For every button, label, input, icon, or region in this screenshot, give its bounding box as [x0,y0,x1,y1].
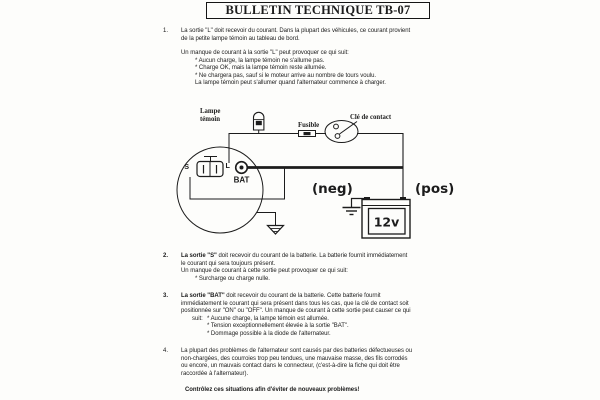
battery-voltage-label: 12v [373,214,400,230]
item-3-line-4-lead: suit: [192,315,203,322]
item-2-line-3: Un manque de courant à cette sortie peut provoquer ce qui suit: [181,268,348,275]
item-1-bullet-3: * Ne chargera pas, sauf si le moteur arrive au nombre de tours voulu. [195,72,376,79]
wire-lamp-to-l [229,134,298,164]
item-1-line-4: La lampe témoin peut s'allumer quand l'alternateur commence à charger. [195,80,386,87]
lamp-label-line1: Lampe [200,108,221,115]
pos-label: (pos) [415,181,454,197]
item-1-line-3: Un manque de courant à la sortie "L" peut provoquer ce qui suit: [181,50,349,56]
item-2-bullet-1: * Surcharge ou charge nulle. [195,275,270,282]
item-2-bold-lead: La sortie "S" [181,253,217,259]
page-title: BULLETIN TECHNIQUE TB-07 [225,3,411,17]
warning-lamp-filament [256,121,262,125]
item-2-line-2: le courant qui sera toujours présent. [181,260,276,267]
item-2-line-1 [181,253,407,261]
item-4-line-2: non-chargées, des courroies trop peu tendues, une mauvaise masse, des fils corrodés [181,355,408,362]
terminal-s-label: S [184,162,189,171]
battery-neg-post [364,197,370,200]
item-4-line-1: La plupart des problèmes de l'alternateur sont causés par des batteries défectueuses ou [181,348,413,354]
item-4-line-3: ou encore, un mauvais contact dans le connecteur, (c'est-à-dire la fiche qui doit être [181,363,400,370]
battery-pos-post [400,197,406,200]
item-3-line-2: immédiatement le courant qui sera présent dans tous les cas, que la clé de contact soit [181,300,409,307]
item-3-bold-lead: La sortie "BAT" [181,293,225,299]
ignition-label: Clé de contact [350,114,392,121]
item-1-bullet-1: * Aucun charge, la lampe témoin ne s'allume pas. [195,57,325,64]
item-1-line-2: de la petite lampe témoin au tableau de bord. [181,35,300,42]
wiring-diagram [158,98,454,250]
closing-statement: Contrôlez ces situations afin d'éviter de nouveaux problèmes! [185,387,360,393]
title-box [206,2,430,19]
lamp-label-line2: témoin [200,116,221,123]
alternator-ground-icon [268,226,284,235]
ignition-contact-1 [334,124,339,129]
ignition-contact-2 [335,134,340,139]
item-3-bullet-1: * Aucune charge, la lampe témoin est allumée. [207,315,329,322]
terminal-l-label: L [225,161,230,170]
item-1-bullet-2: * Charge OK, mais la lampe témoin reste allumée. [195,65,327,72]
bat-terminal-dot [240,166,244,170]
neg-label: (neg) [312,181,353,197]
item-3-line-3: positionnée sur "ON" ou "OFF". Un manque de courant à cette sortie peut causer ce qui [181,308,411,315]
item-3-number: 3. [163,293,169,299]
item-1-line-1: La sortie "L" doit recevoir du courant. Dans la plupart des véhicules, ce courant provient [181,28,411,34]
fuse-element [304,132,311,135]
item-4-number: 4. [163,348,169,354]
item-1-number: 1. [163,28,169,34]
item-3-line-1-rest: doit recevoir du courant de la batterie. Cette batterie fournit [224,293,381,299]
fuse-label: Fusible [298,122,320,129]
item-3-bullet-3: * Dommage possible à la diode de l'alternateur. [207,331,331,337]
item-4-line-4: raccordée à l'alternateur). [181,370,249,377]
item-3-line-1 [181,293,381,301]
item-2-number: 2. [163,253,169,259]
alternator-ground-wire [257,213,276,226]
connector-tab [204,157,217,162]
bat-terminal-label: BAT [233,175,250,185]
item-3-bullet-2: * Tension exceptionnellement élevée à la sortie "BAT". [207,323,349,330]
ignition-switch-arm [340,122,358,135]
item-2-line-1-rest: doit recevoir du courant de la batterie. La batterie fournit immédiatement [216,253,408,259]
